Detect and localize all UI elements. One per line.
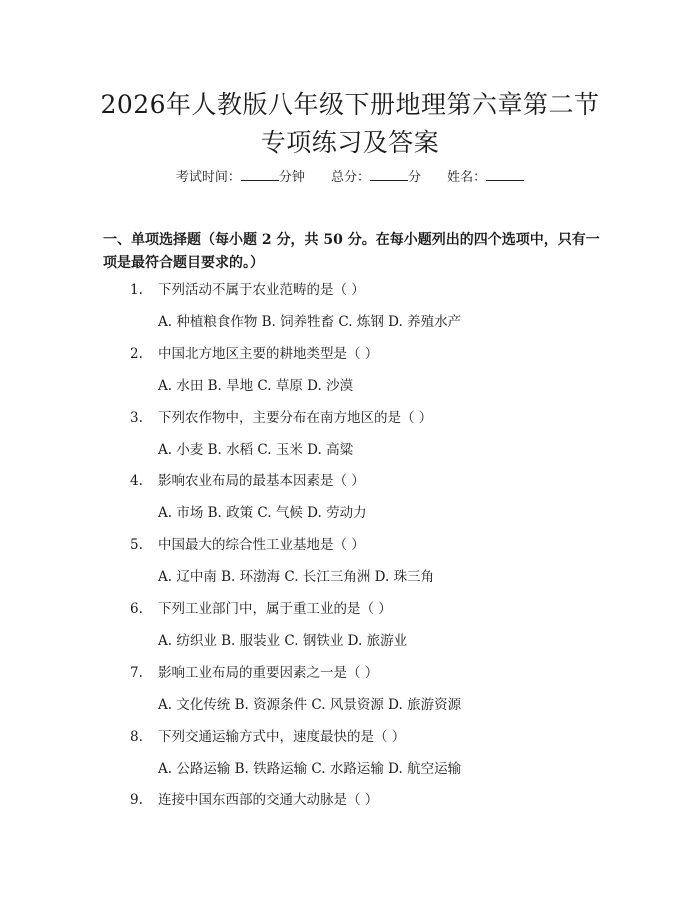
question-stem [130, 599, 392, 619]
total-score-field [331, 170, 425, 185]
question-stem [130, 471, 365, 491]
question-text: 影响农业布局的最基本因素是（ ） [158, 473, 365, 490]
question-stem [130, 663, 378, 683]
name-field [447, 170, 524, 185]
total-score-unit: 分 [408, 170, 422, 185]
question-text: 连接中国东西部的交通大动脉是（ ） [158, 792, 379, 809]
question-text: 下列工业部门中，属于重工业的是（ ） [158, 601, 392, 617]
question-stem [130, 344, 378, 364]
question-number: 7. [130, 664, 143, 681]
question-text: 下列农作物中，主要分布在南方地区的是（ ） [158, 409, 433, 426]
title-line-1: 2026年人教版八年级下册地理第六章第二节 [100, 90, 600, 119]
question-stem [130, 535, 365, 555]
exam-time-label: 考试时间： [175, 170, 241, 185]
question-options: A. 市场 B. 政策 C. 气候 D. 劳动力 [158, 505, 367, 522]
question-number: 6. [130, 601, 143, 617]
question-stem [130, 790, 378, 810]
question-options: A. 公路运输 B. 铁路运输 C. 水路运输 D. 航空运输 [158, 760, 462, 777]
question-stem [130, 408, 432, 428]
question-options: A. 纺织业 B. 服装业 C. 钢铁业 D. 旅游业 [158, 633, 408, 649]
question-number: 5. [130, 537, 143, 554]
total-score-label: 总分： [330, 170, 370, 185]
title-line-2: 专项练习及答案 [260, 128, 440, 157]
question-number: 8. [130, 728, 143, 745]
question-text: 中国最大的综合性工业基地是（ ） [158, 537, 365, 554]
question-stem [130, 280, 365, 300]
question-number: 3. [130, 409, 143, 426]
question-options: A. 文化传统 B. 资源条件 C. 风景资源 D. 旅游资源 [158, 696, 462, 713]
name-label: 姓名： [447, 170, 487, 185]
page-title [0, 86, 700, 162]
question-text: 中国北方地区主要的耕地类型是（ ） [158, 345, 379, 362]
question-options: A. 辽中南 B. 环渤海 C. 长江三角洲 D. 珠三角 [158, 569, 435, 586]
exam-time-blank [241, 168, 279, 181]
question-number: 1. [130, 282, 143, 298]
question-options: A. 水田 B. 旱地 C. 草原 D. 沙漠 [158, 377, 354, 394]
section-heading: 一、单项选择题（每小题 2 分，共 50 分。在每小题列出的四个选项中，只有一项是最符合题目要求的。） [103, 232, 600, 271]
exam-time-unit: 分钟 [278, 170, 305, 185]
question-stem [130, 727, 405, 747]
question-number: 2. [130, 345, 143, 362]
exam-info-line [0, 168, 700, 188]
exam-time-field [176, 170, 309, 185]
question-number: 4. [130, 473, 143, 490]
question-options: A. 种植粮食作物 B. 饲养牲畜 C. 炼钢 D. 养殖水产 [158, 314, 462, 330]
question-number: 9. [130, 792, 143, 809]
question-text: 下列交通运输方式中，速度最快的是（ ） [158, 728, 406, 745]
total-score-blank [370, 168, 408, 181]
question-options: A. 小麦 B. 水稻 C. 玉米 D. 高粱 [158, 441, 354, 458]
name-blank [486, 168, 524, 181]
question-text: 下列活动不属于农业范畴的是（ ） [158, 282, 365, 298]
question-text: 影响工业布局的重要因素之一是（ ） [158, 664, 379, 681]
